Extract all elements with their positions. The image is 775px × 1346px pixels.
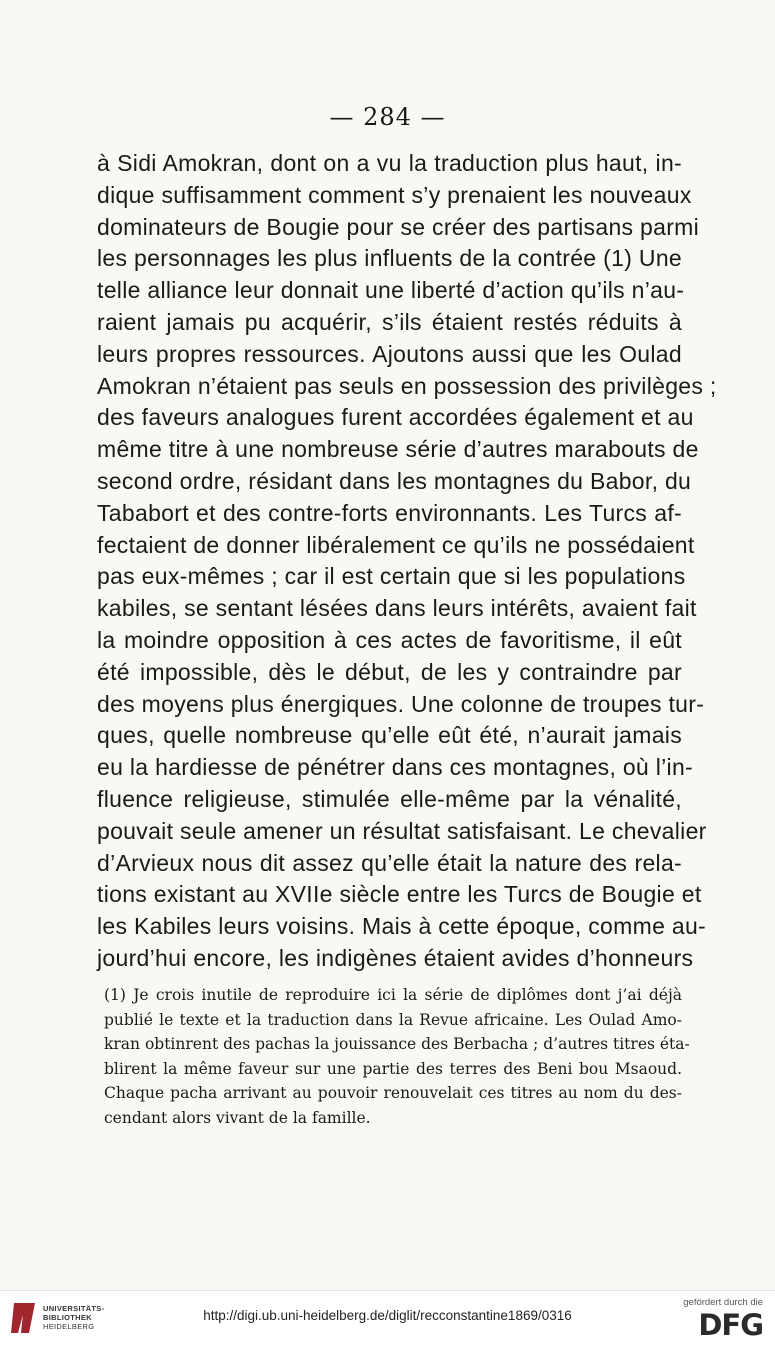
text-line: des moyens plus énergiques. Une colonne de troupes tur- — [97, 690, 705, 717]
text-line: Tababort et des contre-forts environnants. Les Turcs af- — [97, 499, 682, 526]
text-line: ques, quelle nombreuse qu’elle eût été, n’aurait jamais — [97, 722, 682, 749]
text-line: les Kabiles leurs voisins. Mais à cette époque, comme au- — [97, 913, 706, 940]
text-line: la moindre opposition à ces actes de favoritisme, il eût — [97, 626, 682, 653]
page-number: — 284 — — [329, 103, 446, 131]
text-line: dominateurs de Bougie pour se créer des partisans parmi — [97, 213, 700, 240]
footnote-line: cendant alors vivant de la famille. — [104, 1108, 371, 1127]
dfg-logo: DFG — [698, 1308, 763, 1342]
footnotes — [104, 983, 690, 1131]
body-text — [97, 148, 717, 975]
library-line: BIBLIOTHEK — [43, 1313, 92, 1322]
library-line: UNIVERSITÄTS- — [43, 1304, 105, 1313]
text-line: fectaient de donner libéralement ce qu’ils ne possédaient — [97, 531, 695, 558]
text-line: leurs propres ressources. Ajoutons aussi que les Oulad — [97, 340, 682, 367]
text-line: kabiles, se sentant lésées dans leurs intérêts, avaient fait — [97, 595, 697, 622]
text-line: pouvait seule amener un résultat satisfaisant. Le chevalier — [97, 817, 707, 844]
text-line: d’Arvieux nous dit assez qu’elle était la nature des rela- — [97, 849, 682, 876]
text-line: même titre à une nombreuse série d’autres marabouts de — [97, 436, 699, 463]
footnote-line: Chaque pacha arrivant au pouvoir renouvelait ces titres au nom du des- — [104, 1084, 682, 1103]
text-line: jourd’hui encore, les indigènes étaient avides d’honneurs — [97, 944, 694, 971]
text-line: des faveurs analogues furent accordées également et au — [97, 404, 694, 431]
text-line: à Sidi Amokran, dont on a vu la traduction plus haut, in- — [97, 150, 682, 176]
text-line: tions existant au XVIIe siècle entre les Turcs de Bougie et — [97, 881, 702, 908]
text-line: second ordre, résidant dans les montagnes du Babor, du — [97, 467, 692, 494]
text-line: eu la hardiesse de pénétrer dans ces montagnes, où l’in- — [97, 754, 693, 781]
footnote-line: publié le texte et la traduction dans la Revue africaine. Les Oulad Amo- — [104, 1010, 682, 1029]
text-line: fluence religieuse, stimulée elle-même par la vénalité, — [97, 785, 682, 812]
text-line: été impossible, dès le début, de les y contraindre par — [97, 658, 682, 685]
text-line: dique suffisamment comment s’y prenaient les nouveaux — [97, 181, 692, 208]
text-line: les personnages les plus influents de la contrée (1) Une — [97, 245, 682, 272]
text-line: telle alliance leur donnait une liberté d’action qu’ils n’au- — [97, 277, 685, 304]
permalink-url[interactable]: http://digi.ub.uni-heidelberg.de/diglit/recconstantine1869/0316 — [203, 1308, 572, 1323]
footnote-line: (1) Je crois inutile de reproduire ici la série de diplômes dont j’ai déjà — [104, 986, 682, 1004]
viewer-footer — [0, 1290, 775, 1346]
library-line: HEIDELBERG — [43, 1322, 95, 1331]
funder-caption: gefördert durch die — [683, 1297, 763, 1308]
footnote-line: kran obtinrent des pachas la jouissance des Berbacha ; d’autres titres éta- — [104, 1035, 690, 1054]
text-line: Amokran n’étaient pas seuls en possession des privilèges ; — [97, 372, 717, 399]
text-line: pas eux-mêmes ; car il est certain que si les populations — [97, 563, 686, 590]
text-line: raient jamais pu acquérir, s’ils étaient restés réduits à — [97, 308, 682, 335]
footnote-line: blirent la même faveur sur une partie des terres des Beni bou Msaoud. — [104, 1059, 682, 1078]
